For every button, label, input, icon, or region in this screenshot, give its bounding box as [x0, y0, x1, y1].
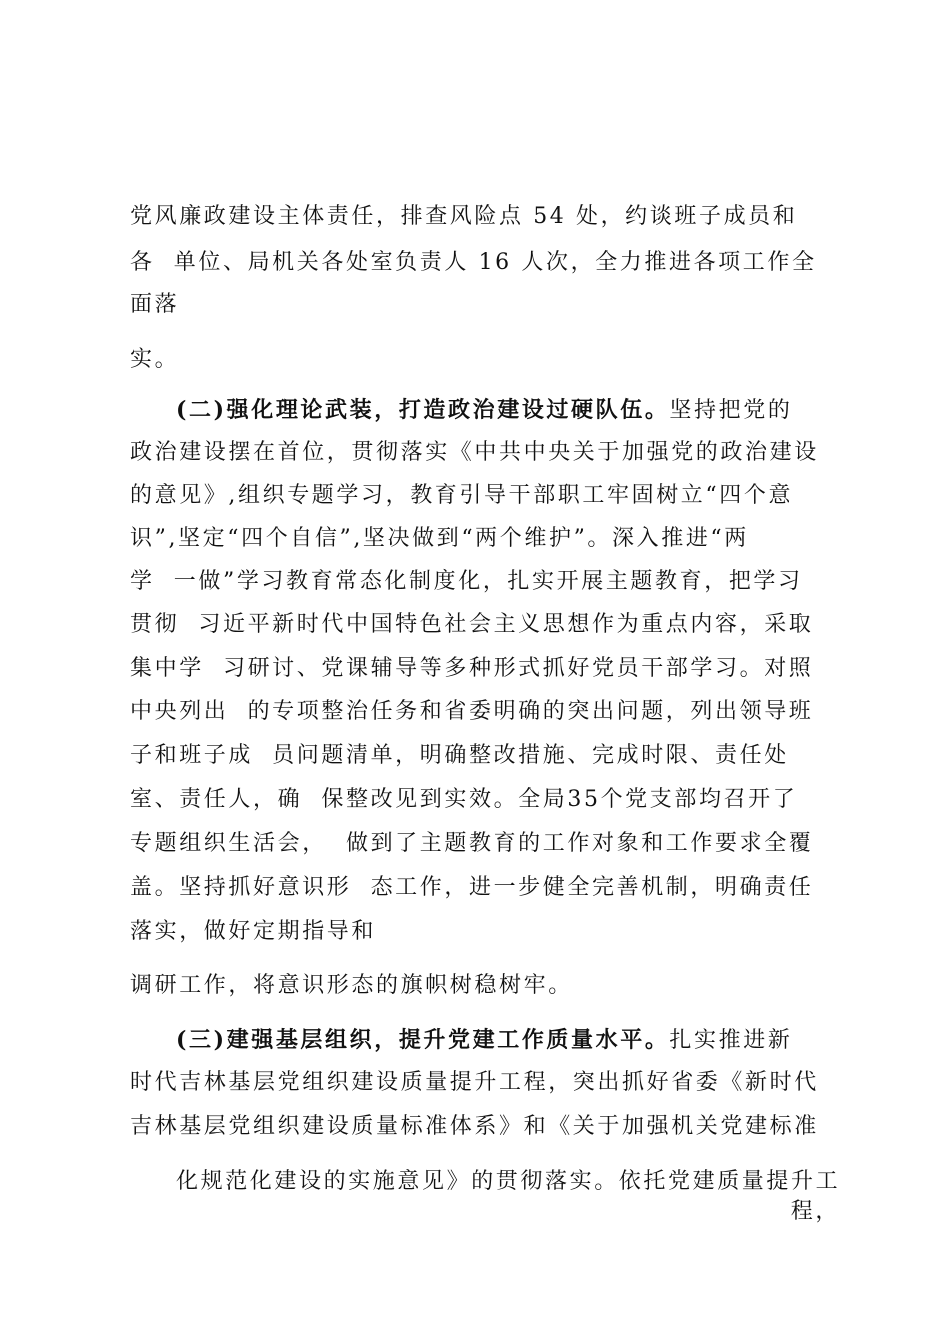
para2-line-2: 的意见》,组织专题学习，教育引导干部职工牢固树立“四个意 [130, 483, 794, 508]
para3-first-line-rest: 扎实推进新 [669, 1028, 793, 1053]
para2-line-3: 识”,坚定“四个自信”,坚决做到“两个维护”。深入推进“两 [130, 526, 749, 551]
para2-line-4: 学 一做”学习教育常态化制度化，扎实开展主题教育，把学习 [130, 569, 803, 594]
para1-line-1: 党风廉政建设主体责任，排查风险点 54 处，约谈班子成员和 [130, 204, 798, 229]
para3-line-2: 吉林基层党组织建设质量标准体系》和《关于加强机关党建标准 [130, 1114, 819, 1139]
para1-line-4: 实。 [130, 347, 180, 372]
para2-line-13: 调研工作，将意识形态的旗帜树稳树牢。 [130, 973, 573, 998]
para2-line-5: 贯彻 习近平新时代中国特色社会主义思想作为重点内容，采取 [130, 612, 814, 637]
para3-tail-block [176, 1167, 840, 1227]
para3-tail-line: 化规范化建设的实施意见》的贯彻落实。依托党建质量提升工 [176, 1169, 841, 1194]
para2-line-6: 集中学 习研讨、党课辅导等多种形式抓好党员干部学习。对照 [130, 656, 814, 681]
para1-line-2: 各 单位、局机关各处室负责人 16 人次，全力推进各项工作全 [130, 250, 817, 275]
para2-line-1: 政治建设摆在首位，贯彻落实《中共中央关于加强党的政治建设 [130, 440, 819, 465]
para2-line-11: 盖。坚持抓好意识形 态工作，进一步健全完善机制，明确责任 [130, 875, 814, 900]
para3-line-1: 时代吉林基层党组织建设质量提升工程，突出抓好省委《新时代 [130, 1070, 819, 1095]
para2-line-12: 落实，做好定期指导和 [130, 919, 377, 944]
para2-first-line-rest: 坚持把党的 [669, 398, 793, 423]
para1-line-3: 面落 [130, 292, 180, 317]
para2-line-8: 子和班子成 员问题清单，明确整改措施、完成时限、责任处 [130, 743, 789, 768]
para3-first-line [176, 1025, 792, 1056]
para2-line-7: 中央列出 的专项整治任务和省委明确的突出问题，列出领导班 [130, 699, 814, 724]
para2-first-line [176, 395, 792, 426]
para2-line-10: 专题组织生活会， 做到了主题教育的工作对象和工作要求全覆 [130, 831, 814, 856]
para2-line-9: 室、责任人，确 保整改见到实效。全局35个党支部均召开了 [130, 787, 798, 812]
para3-heading: (三)建强基层组织，提升党建工作质量水平。 [176, 1027, 670, 1053]
para3-tail-wrap: 程， [790, 1199, 840, 1224]
para2-heading: (二)强化理论武装，打造政治建设过硬队伍。 [176, 397, 670, 423]
